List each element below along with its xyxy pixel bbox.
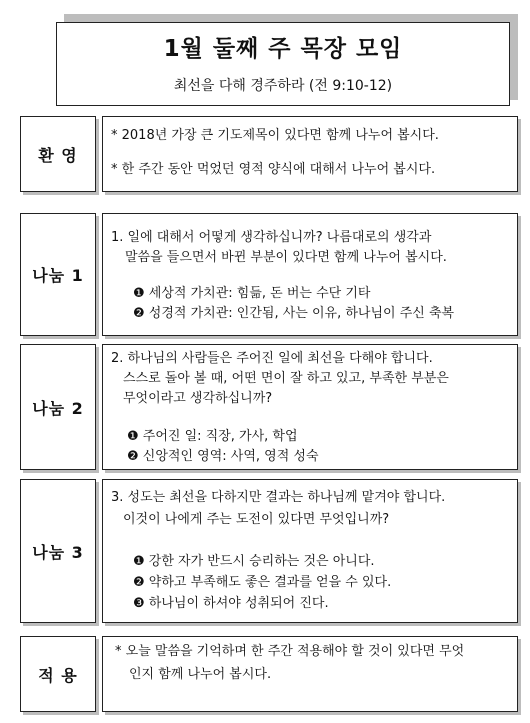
apply-item: 인지 함께 나누어 봅시다. [129,667,272,682]
share3-section [20,479,518,623]
share1-content [102,213,518,336]
share1-point: ❶ 세상적 가치관: 힘듦, 돈 버는 수단 기타 [133,286,371,301]
share1-label: 나눔 1 [20,213,96,336]
apply-section [20,636,518,712]
share2-section [20,344,518,470]
share3-content [102,479,518,623]
share2-question-line: 무엇이라고 생각하십니까? [123,391,273,406]
share3-point: ❷ 약하고 부족해도 좋은 결과를 얻을 수 있다. [133,575,392,590]
welcome-section [20,116,518,192]
apply-label: 적 용 [20,636,96,712]
share2-label: 나눔 2 [20,344,96,470]
share2-question-line: 스스로 돌아 볼 때, 어떤 면이 잘 하고 있고, 부족한 부분은 [123,371,449,386]
share3-question-line: 3. 성도는 최선을 다하지만 결과는 하나님께 맡겨야 합니다. [111,490,446,505]
share2-question-line: 2. 하나님의 사람들은 주어진 일에 최선을 다해야 합니다. [111,351,433,366]
share1-question-line: 1. 일에 대해서 어떻게 생각하십니까? 나름대로의 생각과 [111,230,432,245]
share3-point: ❶ 강한 자가 반드시 승리하는 것은 아니다. [133,554,375,569]
page-subtitle: 최선을 다해 경주하라 (전 9:10-12) [173,78,393,94]
share1-point: ❷ 성경적 가치관: 인간됨, 사는 이유, 하나님이 주신 축복 [133,306,455,321]
share3-label: 나눔 3 [20,479,96,623]
share2-point: ❷ 신앙적인 영역: 사역, 영적 성숙 [127,449,319,464]
page-title: 1월 둘째 주 목장 모임 [163,36,403,62]
title-box [56,22,510,106]
welcome-item: * 한 주간 동안 먹었던 영적 양식에 대해서 나누어 봅시다. [111,162,436,177]
share1-section [20,213,518,336]
share3-question-line: 이것이 나에게 주는 도전이 있다면 무엇입니까? [123,512,390,527]
welcome-label: 환 영 [20,116,96,192]
share2-content [102,344,518,470]
share1-question-line: 말씀을 들으면서 바뀐 부분이 있다면 함께 나누어 봅시다. [125,250,447,265]
welcome-content [102,116,518,192]
share2-point: ❶ 주어진 일: 직장, 가사, 학업 [127,429,298,444]
welcome-item: * 2018년 가장 큰 기도제목이 있다면 함께 나누어 봅시다. [111,128,439,143]
apply-content [102,636,518,712]
apply-item: * 오늘 말씀을 기억하며 한 주간 적용해야 할 것이 있다면 무엇 [115,644,465,659]
share3-point: ❸ 하나님이 하셔야 성취되어 진다. [133,596,329,611]
